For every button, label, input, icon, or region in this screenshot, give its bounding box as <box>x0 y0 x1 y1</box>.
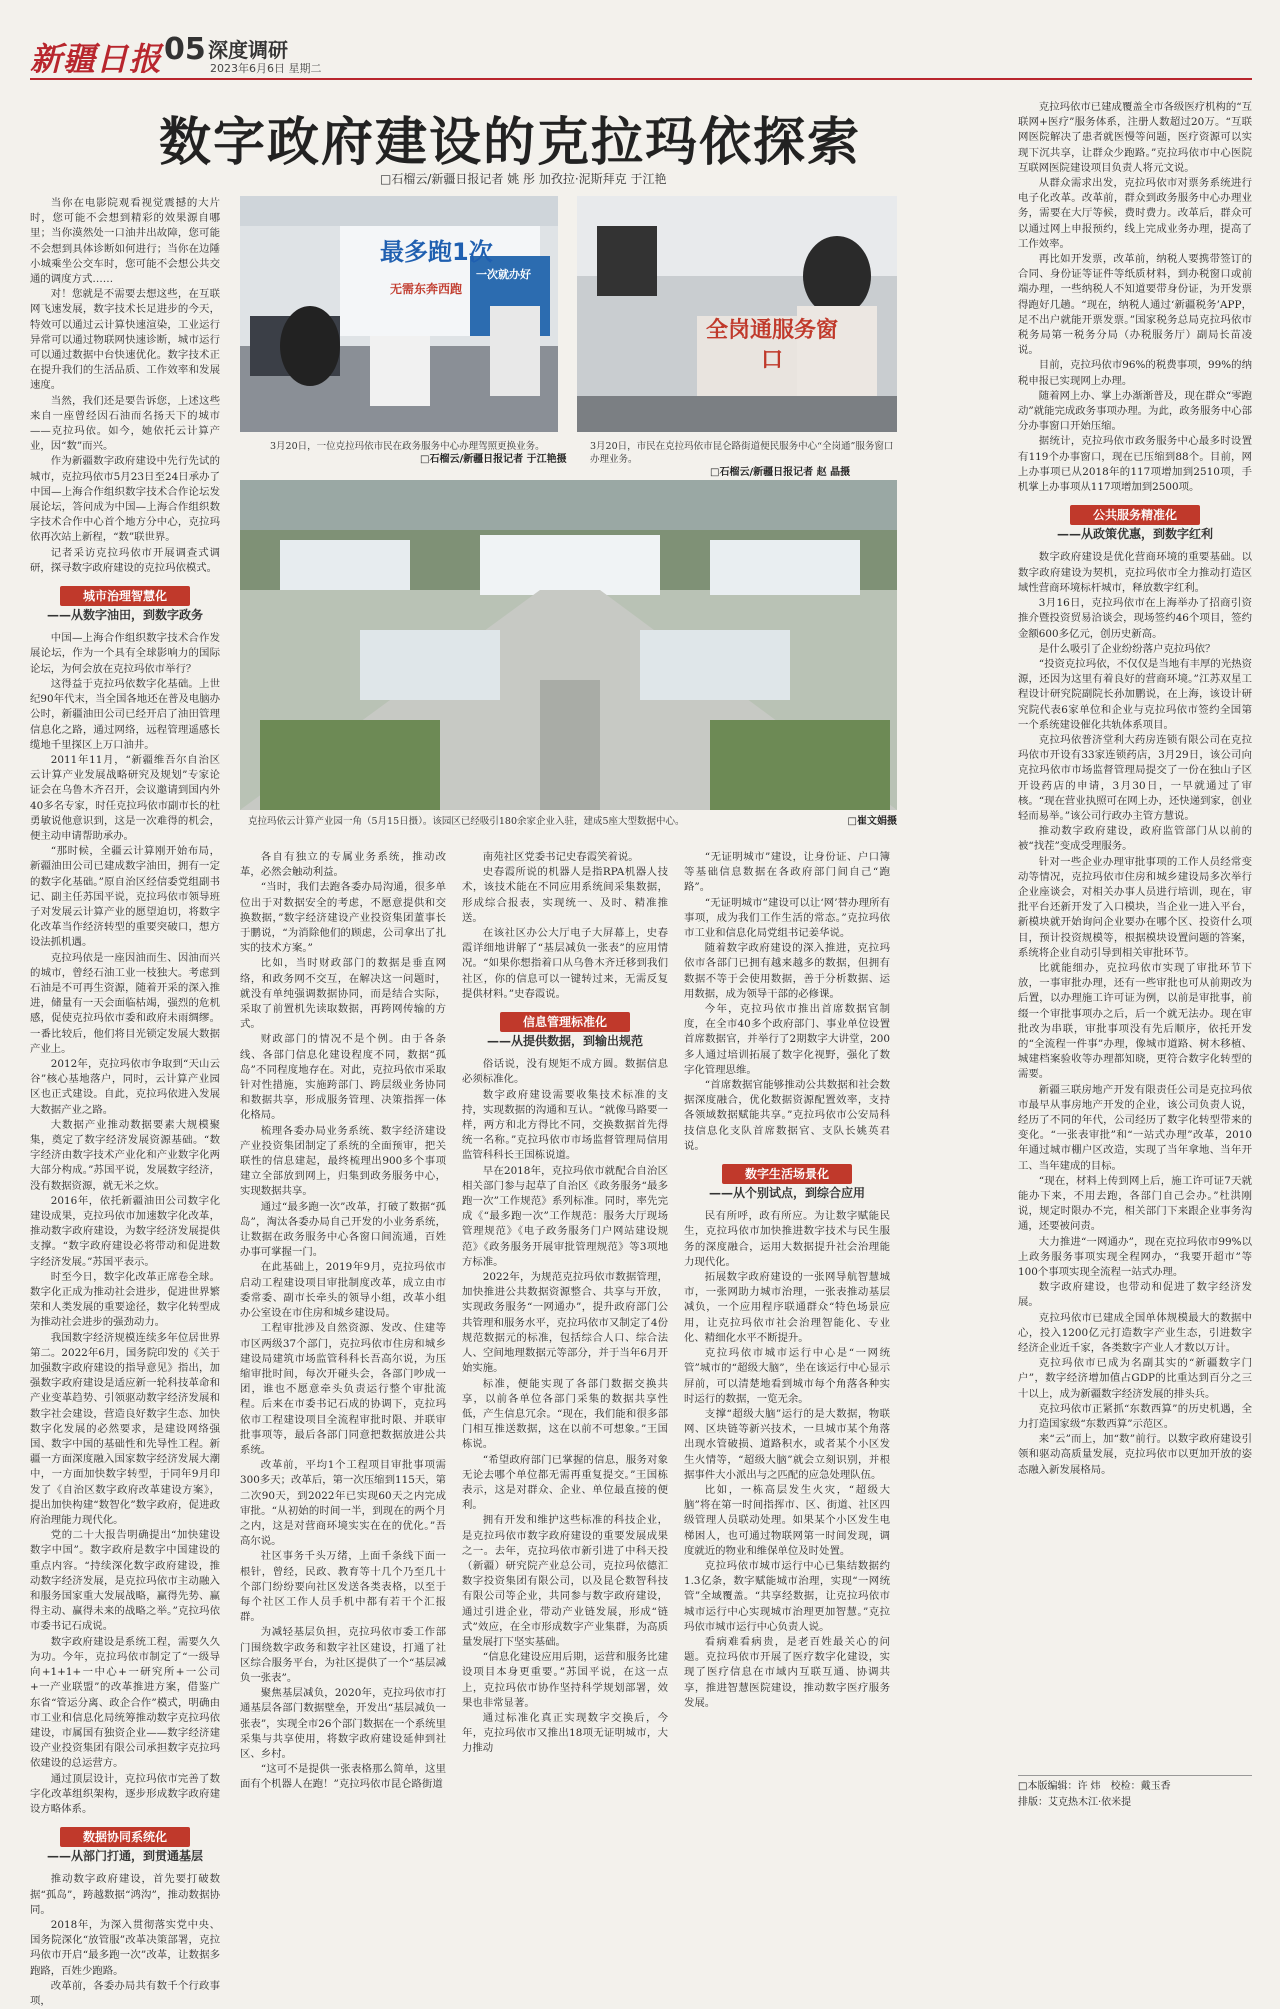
paragraph: 2022年，为规范克拉玛依市数据管理，加快推进公共数据资源整合、共享与开放，实现政务服务“一网通办”，提升政府部门公共管理和服务水平，克拉玛依市又制定了4份规范数据元的标准，包括综合人口、综合法人、空间地理数据元等部分，并于当年6月开始实施。 <box>462 1271 668 1375</box>
paragraph: 2012年，克拉玛依市争取到“天山云谷”核心基地落户，同时，云计算产业园区也正式建设。自此，克拉玛依进入发展大数据产业之路。 <box>30 1057 220 1116</box>
paragraph: 克拉玛依市已成为名副其实的“新疆数字门户”，数字经济增加值占GDP的比重达到百分之三十以上，成为新疆数字经济发展的排头兵。 <box>1018 1357 1252 1400</box>
page-number: 05 <box>164 32 206 67</box>
photo3-caption-text: 克拉玛依云计算产业园一角（5月15日摄）。该园区已经吸引180余家企业入驻，建成5座大型数据中心。 <box>248 816 685 827</box>
photo1-credit: □石榴云/新疆日报记者 于江艳摄 <box>420 454 567 465</box>
paragraph: 今年，克拉玛依市推出首席数据官制度，在全市40多个政府部门、事业单位设置首席数据官，并举行了2期数字大讲堂，200多人通过培训拓展了数字化视野，强化了数字化管理思维。 <box>684 1003 890 1076</box>
paragraph: “投资克拉玛依，不仅仅是当地有丰厚的光热资源，还因为这里有着良好的营商环境。”江苏双星工程设计研究院副院长孙加鹏说，在上海，该设计研究院代表6家单位和企业与克拉玛依市签约全国第一个系统建设催化共轨体系项目。 <box>1018 657 1252 731</box>
paragraph: 大力推进“一网通办”，现在克拉玛依市99%以上政务服务事项实现全程网办，“我要开超市”等100个事项实现全流程一站式办理。 <box>1018 1235 1252 1279</box>
column-3 <box>462 850 668 1816</box>
paragraph: 在该社区办公大厅电子大屏幕上，史春霞详细地讲解了“基层减负一张表”的应用情况。“如果你想指着口从乌鲁木齐迁移到我们社区，你的信息可以一键转过来，无需反复提供材料。”史春霞说。 <box>462 927 668 1000</box>
section-subtitle-1: ——从数字油田，到数字政务 <box>46 608 203 623</box>
paragraph: “首席数据官能够推动公共数据和社会数据深度融合，优化数据资源配置效率，支持各领域数据赋能共享。”克拉玛依市公安局科技信息化支队首席数据官、支队长姚英君说。 <box>684 1079 890 1152</box>
paragraph: 通过“最多跑一次”改革，打破了数据“孤岛”，淘汰各委办局自己开发的小业务系统，让数据在政务服务中心各窗口间流通，百姓办事可掌握一门。 <box>240 1200 446 1259</box>
paragraph: 克拉玛依普济堂利大药房连锁有限公司在克拉玛依市开设有33家连锁药店，3月29日，该公司向克拉玛依市市场监督管理局提交了一份在独山子区开设药店的申请，3月30日，一早就通过了审核。“现在营业执照可在网上办，还快递到家，创业轻而易举。”该公司行政办主管方慧说。 <box>1018 733 1252 822</box>
paragraph: 数字政府建设是优化营商环境的重要基础。以数字政府建设为契机，克拉玛依市全力推动打造区域性营商环境标杆城市，释放数字红利。 <box>1018 551 1252 594</box>
paragraph: 比如，一栋高层发生火灾，“超级大脑”将在第一时间指挥市、区、街道、社区四级管理人员联动处理。如果某个小区发生电梯困人，也可通过物联网第一时间发现，调度就近的物业和维保单位及时处置。 <box>684 1483 890 1557</box>
section-tag-1: 城市治理智慧化 <box>60 586 190 606</box>
paragraph: 早在2018年，克拉玛依市就配合自治区相关部门参与起草了自治区《政务服务“最多跑一次”工作规范》系列标准。同时，率先完成《“最多跑一次”工作规范：服务大厅现场管理规范》《电子政务服务门户网站建设规范》《政务服务开展审批管理规范》等3项地方标准。 <box>462 1164 668 1268</box>
paragraph: 克拉玛依市城市运行中心已集结数据约1.3亿条，数字赋能城市治理，实现“一网统管”全域覆盖。“共享经数据，让克拉玛依市城市运行中心实现城市治理更加智慧。”克拉玛依市城市运行中心负责人说。 <box>684 1559 890 1633</box>
paragraph: 针对一些企业办理审批事项的工作人员经常变动等情况，克拉玛依市住房和城乡建设局多次举行企业座谈会，对相关办事人员进行培训，现在，审批平台还新开发了入口模块，当企业一进入平台，新模块就开始询问企业要办在哪个区、投资什么项目，预计投资规模等，根据模块设置问题的答案，系统将企业自动引导到相关审批环节。 <box>1018 855 1252 959</box>
photo2-caption-text: 3月20日，市民在克拉玛依市昆仑路街道便民服务中心“全岗通”服务窗口办理业务。 <box>590 441 894 465</box>
paragraph: 对！您就是不需要去想这些，在互联网飞速发展，数字技术长足进步的今天，特效可以通过云计算快速渲染，工业运行异常可以通过物联网快速诊断，城市运行可以通过数据中台快速优化。数字技术正在提升我们的生活品质、工作效率和发展速度。 <box>30 288 220 392</box>
paragraph: 改革前，平均1个工程项目审批事项需300多天；改革后，第一次压缩到115天，第二次90天，到2022年已实现60天之内完成审批。“从初始的时间一半，到现在的两个月之内，这是对营商环境实实在在的优化。”吾高尔说。 <box>240 1459 446 1548</box>
paragraph: 拓展数字政府建设的一张网导航智慧城市，一张网助力城市治理，一张表推动基层减负，一个应用程序联通群众“特色场景应用，让克拉玛依市社会治理智能化、专业化、精细化水平不断提升。 <box>684 1271 890 1344</box>
paragraph: 工程审批涉及自然资源、发改、住建等市区两级37个部门，克拉玛依市住房和城乡建设局建筑市场监管科科长吾高尔说，为压缩审批时间，每次开碰头会，各部门吵成一团，谁也不愿意牵头负责运行整个审批流程。后来在市委书记石成的协调下，克拉玛依市工程建设项目全流程审批时限、并联审批事项等，最后各部门同意把数据放进公共系统。 <box>240 1322 446 1456</box>
paragraph: 史春霞所说的机器人是指RPA机器人技术，该技术能在不同应用系统间采集数据，形成综合报表，实现统一、及时、精准推送。 <box>462 866 668 924</box>
paragraph: “无证明城市”建设，让身份证、户口簿等基础信息数据在各政府部门间自己“跑路”。 <box>684 851 890 894</box>
paragraph: 拥有开发和维护这些标准的科技企业，是克拉玛依市数字政府建设的重要发展成果之一。去年，克拉玛依市新引进了中科天投（新疆）研究院产业总公司，克拉玛依德汇数字投资集团有限公司，以及昆仑数智科技有限公司等企业，共同参与数字政府建设，通过引进企业，带动产业链发展，形成“链式”效应，在全市形成数字产业集群，为高质量发展打下坚实基础。 <box>462 1514 668 1648</box>
paragraph: 2018年，为深入贯彻落实党中央、国务院深化“放管服”改革决策部署，克拉玛依市开启“最多跑一次”改革，让数据多跑路，百姓少跑路。 <box>30 1918 220 1977</box>
paragraph: 数字政府建设，也带动和促进了数字经济发展。 <box>1018 1281 1252 1309</box>
sign-sub2: 一次就办好 <box>476 268 531 281</box>
paragraph: “那时候，全疆云计算刚开始布局，新疆油田公司已建成数字油田，拥有一定的数字化基础。”原自治区经信委党组副书记、副主任苏国平说，克拉玛依市领导班子对发展云计算产业的愿望迫切，将数字化改革当作经济转型的重要突破口，想方设法抓机遇。 <box>30 845 220 949</box>
photo3-caption <box>248 815 897 828</box>
paragraph: 聚焦基层减负，2020年，克拉玛依市打通基层各部门数据壁垒，开发出“基层减负一张表”，实现全市26个部门数据在一个系统里采集与共享使用，将数字政府建设延伸到社区、乡村。 <box>240 1687 446 1760</box>
photo-service-window <box>577 196 897 432</box>
section-title: 深度调研 <box>208 38 288 62</box>
paragraph: 各自有独立的专属业务系统，推动改革，必然会触动利益。 <box>240 851 446 879</box>
editor-line: □本版编辑：许 炜 校检：戴玉香 <box>1018 1781 1171 1792</box>
section-tag-5: 公共服务精准化 <box>1070 505 1200 525</box>
cloud-park-illustration <box>240 480 897 810</box>
photo3-credit: □崔文娟摄 <box>847 816 897 827</box>
paragraph: 数字政府建设需要收集技术标准的支持，实现数据的沟通和互认。“就像马路要一样，两方和北方得比不同，交换数据首先得统一名称。”克拉玛依市市场监督管理局信用监管科科长王国栋说道。 <box>462 1088 668 1162</box>
paragraph: 在此基础上，2019年9月，克拉玛依市启动工程建设项目审批制度改革，成立由市委常委、副市长牵头的领导小组，改革小组办公室设在市住房和城乡建设局。 <box>240 1261 446 1320</box>
paragraph: 大数据产业推动数据要素大规模聚集，奠定了数字经济发展资源基础。“数字经济由数字技术产业化和产业数字化两大部分构成。”苏国平说，发展数字经济，没有数据资源，就无米之炊。 <box>30 1118 220 1192</box>
paragraph: “无证明城市”建设可以让‘网’替办理所有事项，成为我们工作生活的常态。”克拉玛依市工业和信息化局党组书记姜华说。 <box>684 896 890 940</box>
column-4 <box>684 850 890 1816</box>
section-tag-3: 信息管理标准化 <box>500 1012 630 1032</box>
paragraph: 南苑社区党委书记史春霞笑着说。 <box>482 851 639 863</box>
paragraph: 俗话说，没有规矩不成方圆。数据信息必须标准化。 <box>462 1058 668 1086</box>
column-5 <box>1018 100 1252 1770</box>
byline: □石榴云/新疆日报记者 姚 彤 加孜拉·泥斯拜克 于江艳 <box>380 172 667 186</box>
photo-cloud-park <box>240 480 897 810</box>
intro-paragraphs <box>30 196 220 576</box>
paragraph: 社区事务千头万绪，上面千条线下面一根针，曾经，民政、教育等十几个乃至几十个部门纷纷要向社区发送各类表格，以至于每个社区工作人员手机中都有若干个汇报群。 <box>240 1550 446 1624</box>
column-2 <box>240 850 446 1816</box>
paragraph: “信息化建设应用后期，运营和服务比建设项目本身更重要。”苏国平说，在这一点上，克拉玛依市协作坚持科学规划部署，效果也非常显著。 <box>462 1651 668 1709</box>
paragraph: 当然，我们还是要告诉您，上述这些来自一座曾经因石油而名扬天下的城市——克拉玛依。如今，她依托云计算产业，因“数”而兴。 <box>30 394 220 453</box>
issue-date: 2023年6月6日 星期二 <box>210 62 322 75</box>
paragraph: 克拉玛依市已建成覆盖全市各级医疗机构的“互联网+医疗”服务体系，注册人数超过20万。“互联网医院解决了患者就医慢等问题，医疗资源可以实现下沉共享，让群众少跑路。”克拉玛依市中心医院互联网医院建设项目负责人将元文说。 <box>1018 101 1252 174</box>
paragraph: “希望政府部门已掌握的信息，服务对象无论去哪个单位都无需再重复提交。”王国栋表示，这是对群众、企业、单位最直接的便利。 <box>462 1453 668 1512</box>
paragraph: 克拉玛依市城市运行中心是“一网统管”城市的“超级大脑”，坐在该运行中心显示屏前，可以清楚地看到城市每个角落各种实时运行的数据，一览无余。 <box>684 1347 890 1405</box>
paragraph: 新疆三联房地产开发有限责任公司是克拉玛依市最早从事房地产开发的企业，该公司负责人说，经历了不同的年代，公司经历了数字化转型带来的变化。“一张表审批”和“一站式办理”改革，2010年通过城市棚户区改造，实现了当年拿地、当年开工、当年建成的目标。 <box>1018 1083 1252 1172</box>
paragraph: “现在，材料上传到网上后，施工许可证7天就能办下来，不用去跑，各部门自己会办。”杜洪刚说，规定时限办不完，相关部门下来跟企业事务沟通，还要被问责。 <box>1018 1174 1252 1233</box>
paragraph: 来“云”而上，加“数”前行。以数字政府建设引领和驱动高质量发展，克拉玛依市以更加开放的姿态融入新发展格局。 <box>1018 1433 1252 1476</box>
paragraph: “当时，我们去跑各委办局沟通，很多单位出于对数据安全的考虑，不愿意提供和交换数据，”数字经济建设产业投资集团董事长于鹏说，“为消除他们的顾虑，公司拿出了扎实的技术方案。” <box>240 881 446 955</box>
paragraph: 为减轻基层负担，克拉玛依市委工作部门围绕数字政务和数字社区建设，打通了社区综合服务平台，为社区提供了一个“基层减负一张表”。 <box>240 1626 446 1684</box>
paragraph: 数字政府建设是系统工程，需要久久为功。今年，克拉玛依市制定了“一级导向+1+1+一中心+一研究所+一公司+一产业联盟”的改革推进方案，借鉴广东省“管运分离、政企合作”模式，明确由市工业和信息化局统筹推动数字克拉玛依建设，市属国有独资企业——数字经济建设产业投资集团有限公司承担数字克拉玛依建设的总运营方。 <box>30 1635 220 1770</box>
paragraph: 财政部门的情况不是个例。由于各条线、各部门信息化建设程度不同，数据“孤岛”不同程度地存在。对此，克拉玛依市采取针对性措施，实施跨部门、跨层级业务协同和数据共享，形成服务管理、决策指挥一体化格局。 <box>240 1033 446 1122</box>
headline: 数字政府建设的克拉玛依探索 <box>158 112 861 173</box>
paragraph: 据统计，克拉玛依市政务服务中心最多时设置有119个办事窗口，现在已压缩到88个。目前，网上办事项已从2018年的117项增加到2510项，手机掌上办事项从117项增加到2500项。 <box>1018 435 1252 494</box>
paragraph: 标准，便能实现了各部门数据交换共享，以前各单位各部门采集的数据共享性低，产生信息冗余。“现在，我们能和很多部门相互推送数据，这在以前不可想象。”王国栋说。 <box>462 1377 668 1451</box>
sign-zuiduo: 最多跑1次 <box>380 238 493 266</box>
sign-quangangtong: 全岗通服务窗口 <box>705 318 838 373</box>
section-subtitle-3: ——从提供数据，到输出规范 <box>486 1034 643 1049</box>
paragraph: 时至今日，数字化改革正席卷全球。数字化正成为推动社会进步，促进世界繁荣和人类发展的重要途径，数字化转型成为推动社会进步的强劲动力。 <box>30 1270 220 1329</box>
section-subtitle-2: ——从部门打通，到贯通基层 <box>46 1849 203 1864</box>
paragraph: 比就能细办，克拉玛依市实现了审批环节下放，一事审批办理，还有一些审批也可从前期改为后置，以办理施工许可证为例，以前是审批事，前缀一个审批事项办之后，后一个就无法办。现在审批改为串联，审批事项没有先后顺序，依托开发的“全流程一件事”办理，像城市道路、树木移植、城建档案验收等办理都知晓，更符合数字化转型的需要。 <box>1018 961 1252 1081</box>
photo2-caption <box>590 440 898 479</box>
masthead <box>30 28 1252 80</box>
photo2-credit: □石榴云/新疆日报记者 赵 晶摄 <box>710 467 851 478</box>
paragraph: 从群众需求出发，克拉玛依市对票务系统进行电子化改革。改革前，群众到政务服务中心办理业务，需要在大厅等候，费时费力。改革后，群众可以通过网上申报预约，线上完成业务办理，提高了工作效率。 <box>1018 177 1252 250</box>
paragraph: 改革前，各委办局共有数千个行政事项， <box>30 1979 220 2007</box>
section-subtitle-5: ——从政策优惠，到数字红利 <box>1056 527 1213 542</box>
paragraph: 作为新疆数字政府建设中先行先试的城市，克拉玛依市5月23日至24日承办了中国—上海合作组织数字技术合作论坛发展论坛，答问成为中国—上海合作组织数字技术合作中心首个地方分中心，克拉玛依再次站上新程，“数”联世界。 <box>30 455 220 544</box>
paragraph: 2016年，依托新疆油田公司数字化建设成果，克拉玛依市加速数字化改革，推动数字政府建设，为数字经济发展提供支撑。“数字政府建设必将带动和促进数字经济发展。”苏国平表示。 <box>30 1194 220 1268</box>
paragraph: “这可不是提供一张表格那么简单，这里面有个机器人在跑！”克拉玛依市昆仑路街道 <box>240 1763 446 1791</box>
paragraph: 梳理各委办局业务系统、数字经济建设产业投资集团制定了系统的全面预审，把关联性的信息建起，最终梳理出900多个事项建立全部放到网上，归集到政务服务中心，实现数据共享。 <box>240 1124 446 1198</box>
photo1-caption <box>270 440 570 466</box>
paragraph: 通过标准化真正实现数字交换后，今年，克拉玛依市又推出18项无证明城市，大力推动 <box>462 1711 668 1755</box>
paragraph: 随着网上办、掌上办渐渐普及，现在群众“零跑动”就能完成政务事项办理。为此，政务服务中心部分办事窗口开始压缩。 <box>1018 389 1252 433</box>
paragraph: 目前，克拉玛依市96%的税费事项，99%的纳税申报已实现网上办理。 <box>1018 359 1252 387</box>
paragraph: 克拉玛依是一座因油而生、因油而兴的城市，曾经石油工业一枝独大。考虑到石油是不可再生资源，随着开采的深入推进，储量有一天会面临枯竭，强烈的危机感，促使克拉玛依市委和政府未雨绸缪。一番比较后，他们将目光锁定发展大数据产业上。 <box>30 951 220 1055</box>
paragraph: 克拉玛依市已建成全国单体规模最大的数据中心，投入1200亿元打造数字产业生态，引进数字经济企业近千家，各类数字产业人才数以万计。 <box>1018 1311 1252 1355</box>
paragraph: 通过顶层设计，克拉玛依市完善了数字化改革组织架构，逐步形成数字政府建设方略体系。 <box>30 1772 220 1815</box>
paragraph: 我国数字经济规模连续多年位居世界第二。2022年6月，国务院印发的《关于加强数字政府建设的指导意见》指出，加强数字政府建设是适应新一轮科技革命和产业变革趋势、引领驱动数字经济发展和数字社会建设，营造良好数字生态、加快数字化发展的必然要求，是建设网络强国、数字中国的基础性和先导性工程。新疆一方面深度融入国家数字经济发展大潮中，一方面加快数字转型，于同年9月印发了《自治区数字政府改革建设方案》，提出加快构建“数智化”数字政府，促进政府治理能力现代化。 <box>30 1331 220 1527</box>
photo1-caption-text: 3月20日，一位克拉玛依市民在政务服务中心办理驾照更换业务。 <box>270 441 545 452</box>
paragraph: 中国—上海合作组织数字技术合作发展论坛，作为一个具有全球影响力的国际论坛，为何会放在克拉玛依市举行？ <box>30 632 220 675</box>
photo-service-hall <box>240 196 558 432</box>
paragraph: 这得益于克拉玛依数字化基础。上世纪90年代末，当全国各地还在普及电脑办公时，新疆油田公司已经开启了油田管理信息化之路，通过网络，远程管理遥感长缆地千里探区上万口油井。 <box>30 677 220 751</box>
paragraph: 随着数字政府建设的深入推进，克拉玛依市各部门已拥有越来越多的数据，但拥有数据不等于会使用数据，善于分析数据、运用数据，成为领导干部的必修课。 <box>684 942 890 1000</box>
paragraph: 3月16日，克拉玛依市在上海举办了招商引资推介暨投资贸易洽谈会，现场签约46个项目，签约金额600多亿元，创历史新高。 <box>1018 597 1252 640</box>
paragraph: 克拉玛依市正紧抓“东数西算”的历史机遇，全力打造国家级“东数西算”示范区。 <box>1018 1402 1252 1431</box>
paragraph: 推动数字政府建设，首先要打破数据“孤岛”，跨越数据“鸿沟”，推动数据协同。 <box>30 1873 220 1916</box>
paragraph: 再比如开发票，改革前，纳税人要携带签订的合同、身份证等证件等纸质材料，到办税窗口或前端办理，一些纳税人不知道要带身份证，为开发票得跑好几趟。“现在，纳税人通过‘新疆税务’APP，足不出户就能开票发票。”国家税务总局克拉玛依市税务局第一税务分局（办税服务厅）副局长苗凌说。 <box>1018 253 1252 357</box>
service-window-illustration <box>577 196 897 432</box>
paragraph: 看病难看病贵，是老百姓最关心的问题。克拉玛依市开展了医疗数字化建设，实现了医疗信息在市域内互联互通、协调共享，推进智慧医院建设，推动数字医疗服务发展。 <box>684 1635 890 1709</box>
paragraph: 党的二十大报告明确提出“加快建设数字中国”。数字政府是数字中国建设的重点内容。“持续深化数字政府建设，推动数字经济发展，是克拉玛依市主动融入和服务国家重大发展战略，赢得先势、赢得主动、赢得未来的战略之举。”克拉玛依市委书记石成说。 <box>30 1529 220 1633</box>
paragraph: 是什么吸引了企业纷纷落户克拉玛依？ <box>1038 642 1216 655</box>
paragraph: 比如，当时财政部门的数据是垂直网络，和政务网不交互，在解决这一问题时，就没有单纯强调数据协同，而是结合实际，采取了前置机先读取数据，再跨网传输的方式。 <box>240 957 446 1031</box>
column-1 <box>30 196 220 2007</box>
section-tag-2: 数据协同系统化 <box>60 1827 190 1847</box>
paragraph: 当你在电影院观看视觉震撼的大片时，您可能不会想到精彩的效果源自哪里；当你漠然处一口油井出故障，您可能不会想到具体诊断如何进行；当你在边陲小城乘坐公交车时，您可能不会想公共交通的调度方式…… <box>30 197 220 286</box>
paragraph: 民有所呼，政有所应。为让数字赋能民生，克拉玛依市加快推进数字技术与民生服务的深度融合，运用大数据提升社会治理能力现代化。 <box>684 1210 890 1268</box>
section-tag-4: 数字生活场景化 <box>722 1164 852 1184</box>
paragraph: 记者采访克拉玛依市开展调查式调研，探寻数字政府建设的克拉玛依模式。 <box>30 546 220 574</box>
newspaper-logo: 新疆日报 <box>30 40 163 78</box>
paragraph: 推动数字政府建设，政府监管部门从以前的被“找茬”变成受理服务。 <box>1018 825 1252 853</box>
editor-credits <box>1018 1775 1252 1811</box>
paragraph: 2011年11月，“新疆维吾尔自治区云计算产业发展战略研究及规划”专家论证会在乌鲁木齐召开，会议邀请到国内外40多名专家，时任克拉玛依市副市长的杜勇敏说他意识到，这是一次难得的机会，便主动申请帮助承办。 <box>30 753 220 842</box>
section-subtitle-4: ——从个别试点，到综合应用 <box>708 1186 865 1201</box>
sign-sub1: 无需东奔西跑 <box>390 282 463 296</box>
layout-line: 排版：艾克热木江·依米提 <box>1018 1797 1132 1808</box>
paragraph: 支撑“超级大脑”运行的是大数据，物联网、区块链等新兴技术，一旦城市某个角落出现水管破损、道路积水，或者某个小区发生火情等，“超级大脑”就会立刻识别，并根据事件大小派出与之匹配的应急处理队伍。 <box>684 1407 890 1481</box>
